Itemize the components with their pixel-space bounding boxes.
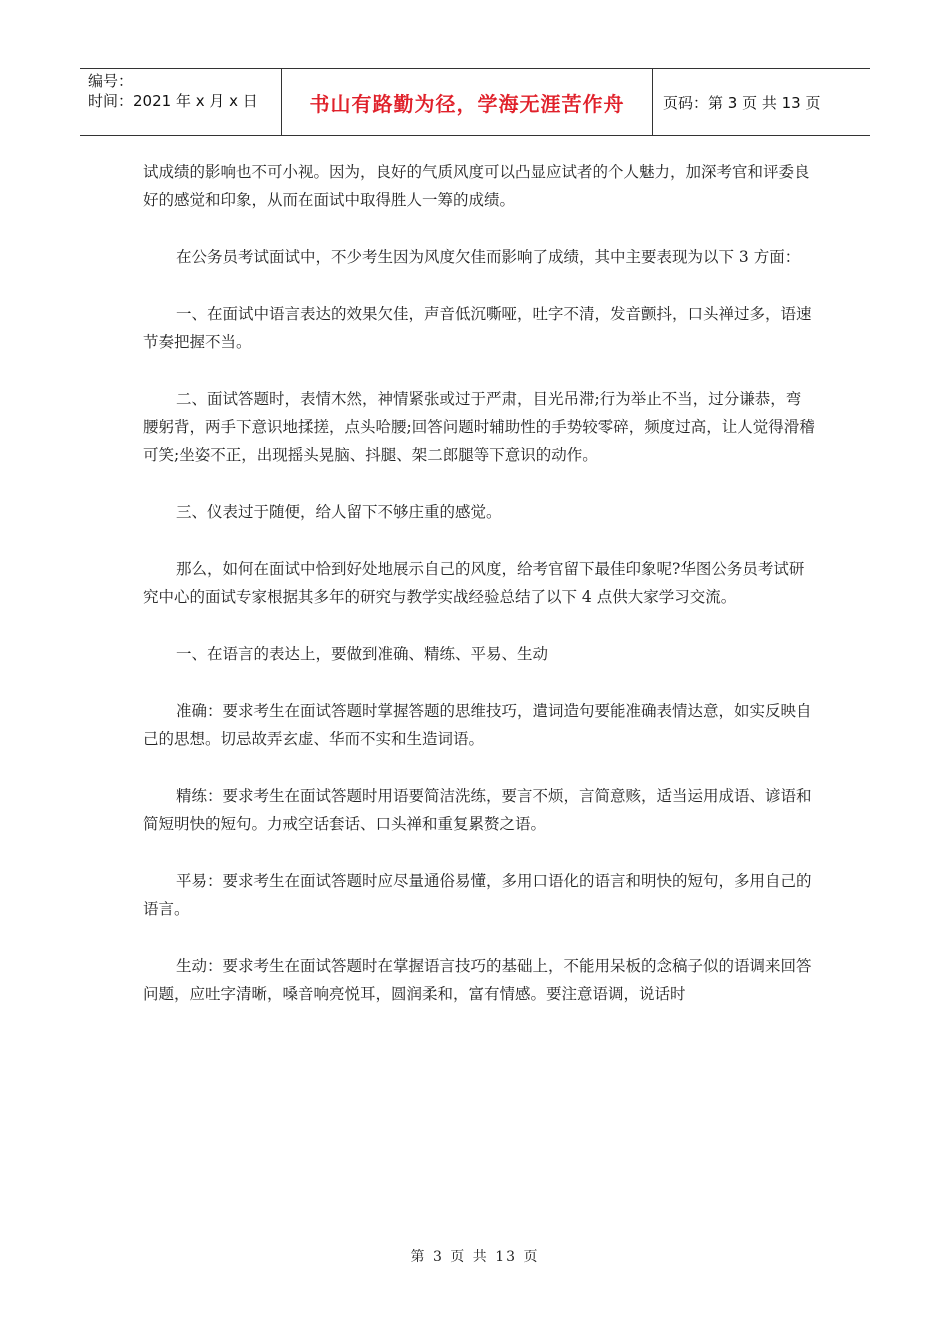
page-header [80, 68, 870, 136]
paragraph: 准确：要求考生在面试答题时掌握答题的思维技巧，遣词造句要能准确表情达意，如实反映自己的思想。切忌故弄玄虚、华而不实和生造词语。 [143, 702, 812, 748]
paragraph: 三、仪表过于随便，给人留下不够庄重的感觉。 [176, 503, 502, 521]
header-page-cell [653, 69, 870, 135]
document-date-label: 时间：2021 年 x 月 x 日 [88, 92, 258, 110]
paragraph: 试成绩的影响也不可小视。因为，良好的气质风度可以凸显应试者的个人魅力，加深考官和评委良好的感觉和印象，从而在面试中取得胜人一筹的成绩。 [143, 163, 810, 209]
footer-page-number: 第 3 页 共 13 页 [410, 1249, 540, 1265]
paragraph: 那么，如何在面试中恰到好处地展示自己的风度，给考官留下最佳印象呢?华图公务员考试研究中心的面试专家根据其多年的研究与教学实战经验总结了以下 4 点供大家学习交流。 [143, 560, 805, 606]
header-page-number: 页码：第 3 页 共 13 页 [663, 93, 821, 112]
header-motto: 书山有路勤为径，学海无涯苦作舟 [309, 91, 625, 116]
header-motto-cell [281, 69, 653, 135]
document-body [143, 158, 815, 1037]
paragraph: 一、在面试中语言表达的效果欠佳，声音低沉嘶哑，吐字不清，发音颤抖，口头禅过多，语速节奏把握不当。 [143, 305, 812, 351]
paragraph: 二、面试答题时，表情木然，神情紧张或过于严肃，目光吊滞;行为举止不当，过分谦恭，弯腰躬背，两手下意识地揉搓，点头哈腰;回答问题时辅助性的手势较零碎，频度过高，让人觉得滑稽可笑;坐姿不正，出现摇头晃脑、抖腿、架二郎腿等下意识的动作。 [143, 390, 815, 464]
paragraph: 平易：要求考生在面试答题时应尽量通俗易懂，多用口语化的语言和明快的短句，多用自己的语言。 [143, 872, 812, 918]
paragraph: 生动：要求考生在面试答题时在掌握语言技巧的基础上，不能用呆板的念稿子似的语调来回答问题，应吐字清晰，嗓音响亮悦耳，圆润柔和，富有情感。要注意语调，说话时 [143, 957, 812, 1003]
paragraph: 在公务员考试面试中，不少考生因为风度欠佳而影响了成绩，其中主要表现为以下 3 方面： [176, 248, 801, 266]
page-footer [0, 1246, 950, 1266]
header-meta [80, 69, 281, 135]
paragraph: 精练：要求考生在面试答题时用语要简洁洗练，要言不烦，言简意赅，适当运用成语、谚语和简短明快的短句。力戒空话套话、口头禅和重复累赘之语。 [143, 787, 812, 833]
section-heading: 一、在语言的表达上，要做到准确、精练、平易、生动 [176, 645, 549, 663]
document-number-label: 编号： [88, 72, 134, 90]
